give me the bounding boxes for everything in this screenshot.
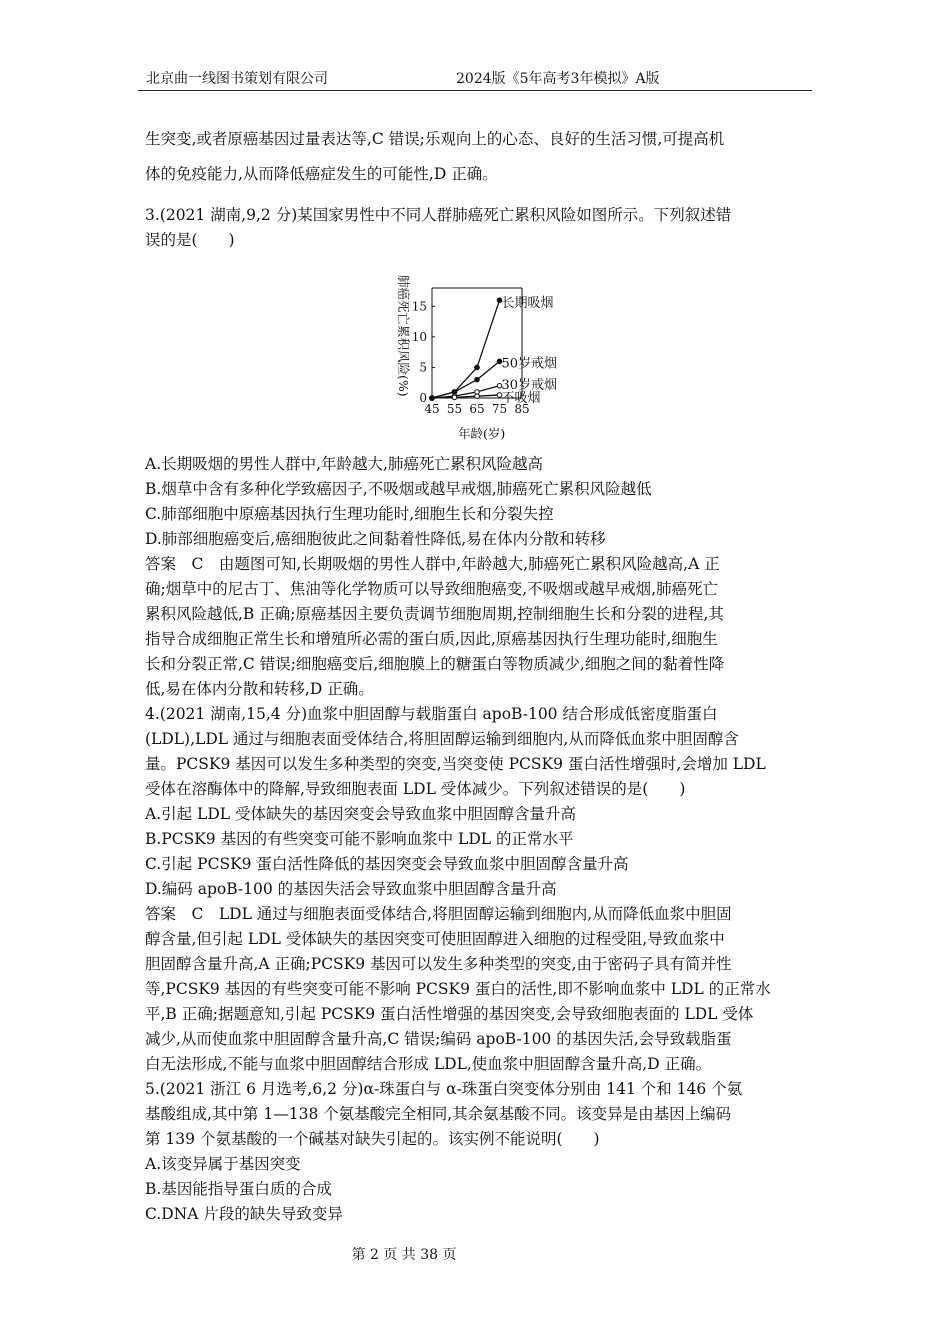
data-point [475, 365, 480, 370]
text-line: 生突变,或者原癌基因过量表达等,C 错误;乐观向上的心态、良好的生活习惯,可提高机 [145, 130, 725, 148]
option-b: B.基因能指导蛋白质的合成 [145, 1180, 332, 1198]
x-tick-label: 75 [491, 402, 508, 416]
x-tick-label: 55 [446, 402, 463, 416]
question-4-stem: (LDL),LDL 通过与细胞表面受体结合,将胆固醇运输到细胞内,从而降低血浆中胆固醇含 [145, 730, 739, 748]
option-c: C.DNA 片段的缺失导致变异 [145, 1205, 343, 1223]
answer-line: 胆固醇含量升高,A 正确;PCSK9 基因可以发生多种类型的突变,由于密码子具有简并性 [145, 955, 732, 973]
y-tick-label: 0 [419, 391, 427, 405]
option-c: C.引起 PCSK9 蛋白活性降低的基因突变会导致血浆中胆固醇含量升高 [145, 855, 629, 873]
book-title: 2024版《5年高考3年模拟》A版 [456, 71, 660, 87]
answer-line: 平,B 正确;据题意知,引起 PCSK9 蛋白活性增强的基因突变,会导致细胞表面的 LDL 受体 [145, 1005, 754, 1023]
answer-line: 确;烟草中的尼古丁、焦油等化学物质可以导致细胞癌变,不吸烟或越早戒烟,肺癌死亡 [145, 580, 719, 598]
option-b: B.烟草中含有多种化学致癌因子,不吸烟或越早戒烟,肺癌死亡累积风险越低 [145, 480, 652, 498]
data-point [475, 377, 480, 382]
text-line: 体的免疫能力,从而降低癌症发生的可能性,D 正确。 [145, 165, 498, 183]
question-4-stem: 受体在溶酶体中的降解,导致细胞表面 LDL 受体减少。下列叙述错误的是( ) [145, 780, 686, 798]
option-d: D.肺部细胞癌变后,癌细胞彼此之间黏着性降低,易在体内分散和转移 [145, 530, 606, 548]
series-label: 30岁戒烟 [501, 377, 558, 393]
option-a: A.长期吸烟的男性人群中,年龄越大,肺癌死亡累积风险越高 [145, 455, 543, 473]
x-tick-label: 45 [424, 402, 440, 416]
data-point [475, 394, 480, 399]
series-line [432, 300, 500, 398]
data-point [452, 395, 457, 400]
option-d: D.编码 apoB-100 的基因失活会导致血浆中胆固醇含量升高 [145, 880, 557, 898]
question-5-stem: 第 139 个氨基酸的一个碱基对缺失引起的。该实例不能说明( ) [145, 1130, 600, 1148]
option-a: A.引起 LDL 受体缺失的基因突变会导致血浆中胆固醇含量升高 [145, 805, 576, 823]
question-5-stem: 5.(2021 浙江 6 月选考,6,2 分)α-珠蛋白与 α-珠蛋白突变体分别由 141 个和 146 个氨 [145, 1080, 743, 1098]
option-a: A.该变异属于基因突变 [145, 1155, 301, 1173]
question-3-stem: 误的是( ) [145, 231, 235, 249]
answer-line: 减少,从而使血浆中胆固醇含量升高,C 错误;编码 apoB-100 的基因失活,会导致载脂蛋 [145, 1030, 732, 1048]
answer-line: 醇含量,但引起 LDL 受体缺失的基因突变可使胆固醇进入细胞的过程受阻,导致血浆中 [145, 930, 725, 948]
y-tick-label: 15 [411, 299, 427, 314]
chart-ylabel: 肺癌死亡累积风险(%) [396, 275, 411, 397]
question-4-stem: 4.(2021 湖南,15,4 分)血浆中胆固醇与载脂蛋白 apoB-100 结合形成低密度脂蛋白 [145, 705, 718, 723]
lung-cancer-risk-chart [376, 270, 576, 445]
page-footer: 第 2 页 共 38 页 [351, 1247, 457, 1263]
publisher-name: 北京曲一线图书策划有限公司 [146, 71, 328, 87]
y-tick-label: 5 [419, 360, 427, 375]
x-tick-label: 85 [514, 402, 530, 416]
answer-line: 白无法形成,不能与血浆中胆固醇结合形成 LDL,使血浆中胆固醇含量升高,D 正确。 [145, 1055, 712, 1073]
series-label: 长期吸烟 [501, 296, 554, 312]
chart-xlabel: 年龄(岁) [458, 426, 506, 441]
answer-line: 答案 C 由题图可知,长期吸烟的男性人群中,年龄越大,肺癌死亡累积风险越高,A 正 [145, 555, 720, 573]
y-tick-label: 10 [411, 329, 427, 344]
answer-line: 低,易在体内分散和转移,D 正确。 [145, 680, 374, 698]
answer-line: 长和分裂正常,C 错误;细胞癌变后,细胞膜上的糖蛋白等物质减少,细胞之间的黏着性降 [145, 655, 725, 673]
answer-line: 等,PCSK9 基因的有些突变可能不影响 PCSK9 蛋白的活性,即不影响血浆中 LDL 的正常水 [145, 980, 771, 998]
question-4-stem: 量。PCSK9 基因可以发生多种类型的突变,当突变使 PCSK9 蛋白活性增强时,会增加 LDL [145, 755, 766, 773]
x-tick-label: 65 [469, 402, 485, 416]
option-b: B.PCSK9 基因的有些突变可能不影响血浆中 LDL 的正常水平 [145, 830, 574, 848]
series-label: 50岁戒烟 [501, 356, 558, 372]
answer-line: 答案 C LDL 通过与细胞表面受体结合,将胆固醇运输到细胞内,从而降低血浆中胆固 [145, 905, 732, 923]
option-c: C.肺部细胞中原癌基因执行生理功能时,细胞生长和分裂失控 [145, 505, 554, 523]
data-point [430, 396, 435, 401]
question-5-stem: 基酸组成,其中第 1—138 个氨基酸完全相同,其余氨基酸不同。该变异是由基因上编码 [145, 1105, 732, 1123]
answer-line: 指导合成细胞正常生长和增殖所必需的蛋白质,因此,原癌基因执行生理功能时,细胞生 [145, 630, 718, 648]
page-header [138, 66, 812, 91]
series-label: 不吸烟 [501, 390, 541, 406]
answer-line: 累积风险越低,B 正确;原癌基因主要负责调节细胞周期,控制细胞生长和分裂的进程,其 [145, 605, 724, 623]
question-3-stem: 3.(2021 湖南,9,2 分)某国家男性中不同人群肺癌死亡累积风险如图所示。下列叙述错 [145, 206, 732, 224]
